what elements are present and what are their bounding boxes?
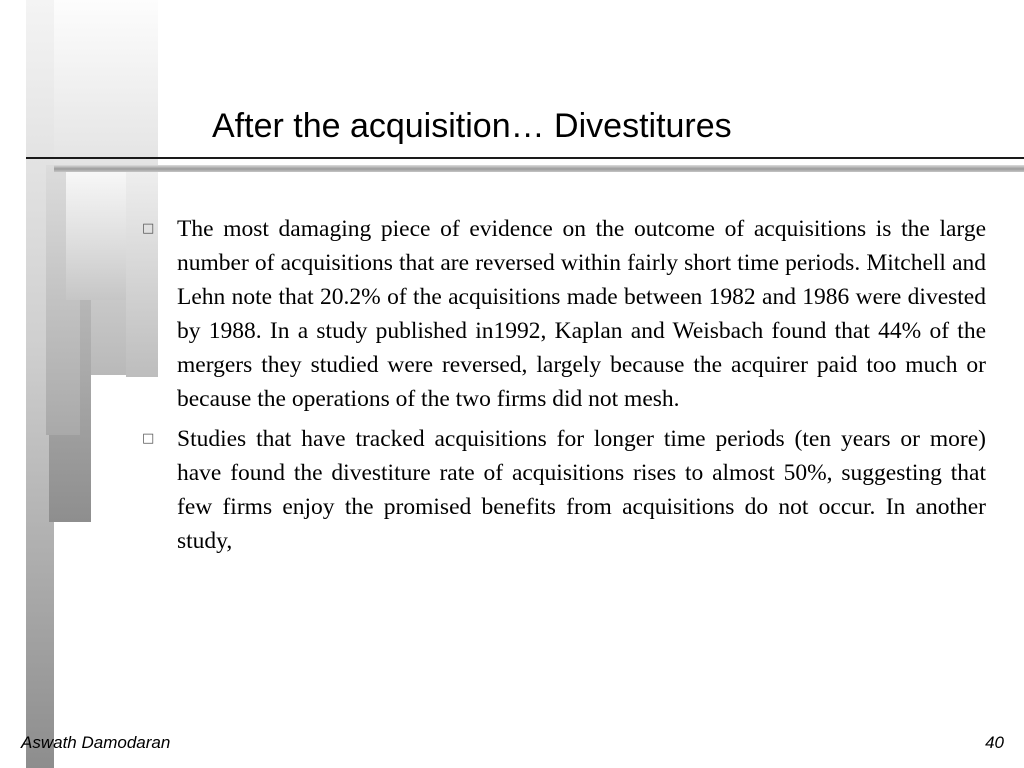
decorative-bar <box>66 172 126 300</box>
square-bullet-icon: □ <box>142 221 155 236</box>
bullet-text: Studies that have tracked acquisitions for longer time periods (ten years or more) have found the divestiture rate of acquisitions rises to almost 50%, suggesting that few firms enjoy the promised benefits from acquisitions do not occur. In another study, <box>177 426 986 554</box>
bullet-text: The most damaging piece of evidence on the outcome of acquisitions is the large number of acquisitions that are reversed within fairly short time periods. Mitchell and Lehn note that 20.2% of the acquisitions made between 1982 and 1986 were divested by 1988. In a study published in1992, Kaplan and Weisbach found that 44% of the mergers they studied were reversed, largely because the acquirer paid too much or because the operations of the two firms did not mesh. <box>177 216 986 412</box>
bullet-item <box>140 422 986 558</box>
bullet-item <box>140 212 986 416</box>
page-number: 40 <box>985 733 1004 752</box>
title-divider-shaded <box>54 165 1024 172</box>
footer-author: Aswath Damodaran <box>21 733 171 752</box>
bullet-list <box>140 212 986 564</box>
square-bullet-icon: □ <box>142 431 155 446</box>
title-divider <box>26 157 1024 159</box>
slide-title: After the acquisition… Divestitures <box>212 107 732 145</box>
